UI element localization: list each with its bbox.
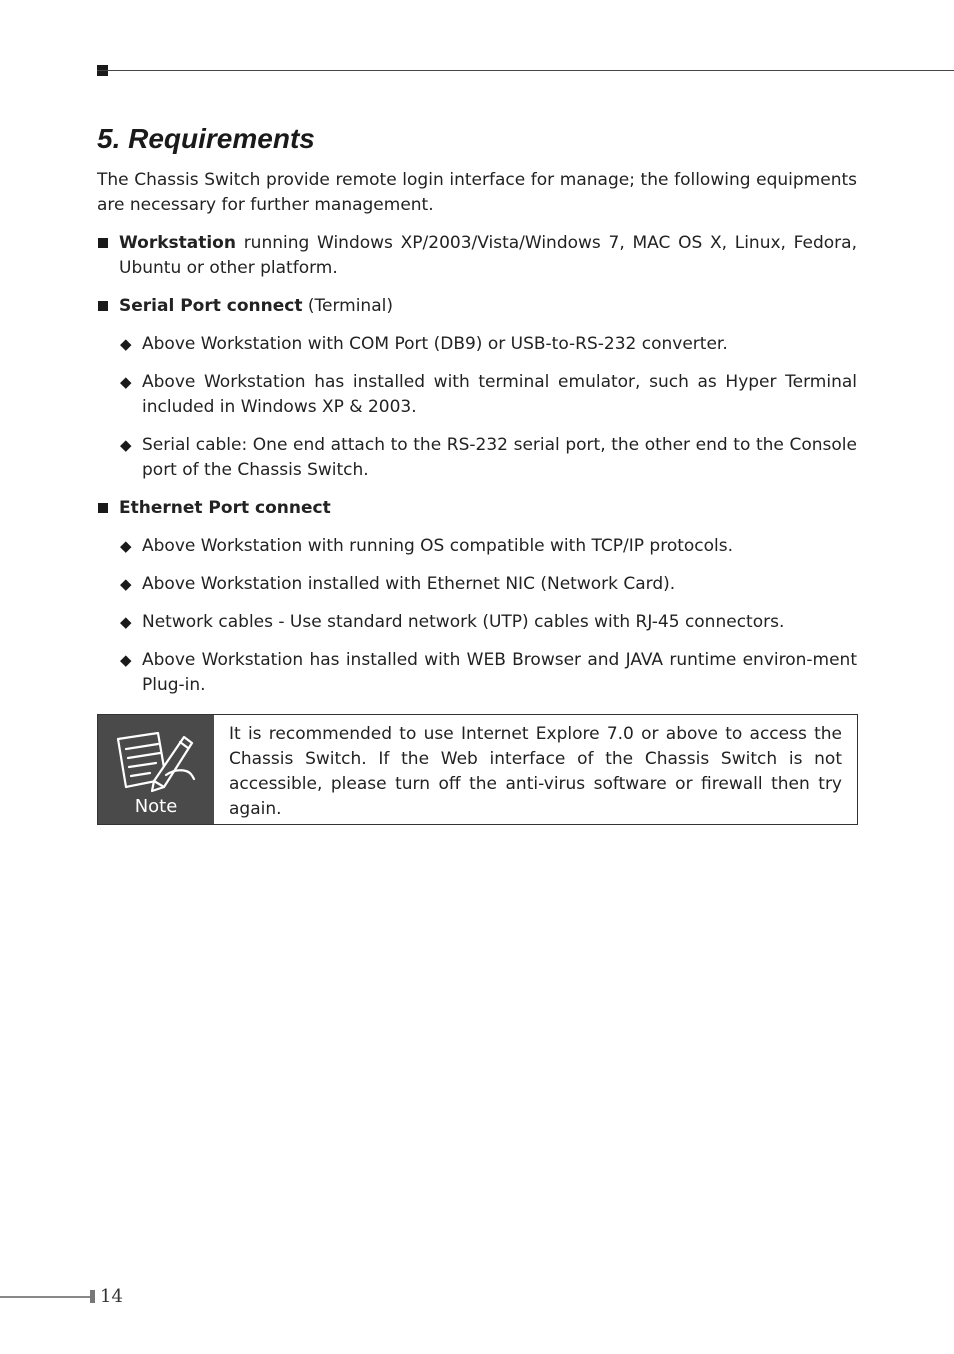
requirement-text: (Terminal): [302, 296, 393, 316]
diamond-bullet-icon: ◆: [120, 335, 132, 353]
list-item-text: Serial cable: One end attach to the RS-232 serial port, the other end to the Console port of the Chassis Switch.: [142, 435, 857, 480]
list-item: [97, 610, 857, 635]
requirement-heading: Ethernet Port connect: [119, 498, 331, 518]
square-bullet-icon: [98, 503, 108, 513]
note-box: [97, 714, 858, 825]
diamond-bullet-icon: ◆: [120, 373, 132, 391]
diamond-bullet-icon: ◆: [120, 613, 132, 631]
note-label: Note: [134, 796, 178, 817]
requirement-workstation: [97, 231, 857, 281]
requirement-ethernet-port: [97, 496, 857, 521]
requirement-text: running Windows XP/2003/Vista/Windows 7, MAC OS X, Linux, Fedora, Ubuntu or other platform.: [119, 233, 857, 278]
page-number: 14: [100, 1286, 123, 1307]
list-item-text: Above Workstation has installed with terminal emulator, such as Hyper Terminal included in Windows XP & 2003.: [142, 372, 857, 417]
square-bullet-icon: [98, 301, 108, 311]
list-item-text: Above Workstation with running OS compatible with TCP/IP protocols.: [142, 536, 734, 556]
diamond-bullet-icon: ◆: [120, 436, 132, 454]
requirement-heading: Serial Port connect: [119, 296, 303, 316]
footer-rule: [0, 1296, 90, 1298]
square-bullet-icon: [98, 238, 108, 248]
list-item-text: Above Workstation with COM Port (DB9) or USB-to-RS-232 converter.: [142, 334, 728, 354]
list-item-text: Network cables - Use standard network (UTP) cables with RJ-45 connectors.: [142, 612, 785, 632]
requirement-heading: Workstation: [119, 233, 236, 253]
list-item-text: Above Workstation installed with Ethernet NIC (Network Card).: [142, 574, 676, 594]
diamond-bullet-icon: ◆: [120, 537, 132, 555]
header-rule: [97, 70, 954, 71]
intro-paragraph: The Chassis Switch provide remote login interface for manage; the following equipments are necessary for further management.: [97, 170, 857, 215]
diamond-bullet-icon: ◆: [120, 651, 132, 669]
note-sidebar: [98, 715, 214, 824]
diamond-bullet-icon: ◆: [120, 575, 132, 593]
note-pencil-icon: [114, 729, 196, 795]
list-item: [97, 370, 857, 420]
requirement-serial-port: [97, 294, 857, 319]
list-item: [97, 534, 857, 559]
list-item-text: Above Workstation has installed with WEB Browser and JAVA runtime environ-ment Plug-in.: [142, 650, 857, 695]
note-text: It is recommended to use Internet Explore 7.0 or above to access the Chassis Switch. If the Web interface of the Chassis Switch is not accessible, please turn off the anti-virus software or firewall then try again.: [229, 724, 842, 819]
list-item: [97, 332, 857, 357]
list-item: [97, 433, 857, 483]
list-item: [97, 572, 857, 597]
footer-marker: [90, 1290, 95, 1303]
page-title: 5. Requirements: [97, 123, 315, 154]
list-item: [97, 648, 857, 698]
page-content: [97, 120, 857, 711]
